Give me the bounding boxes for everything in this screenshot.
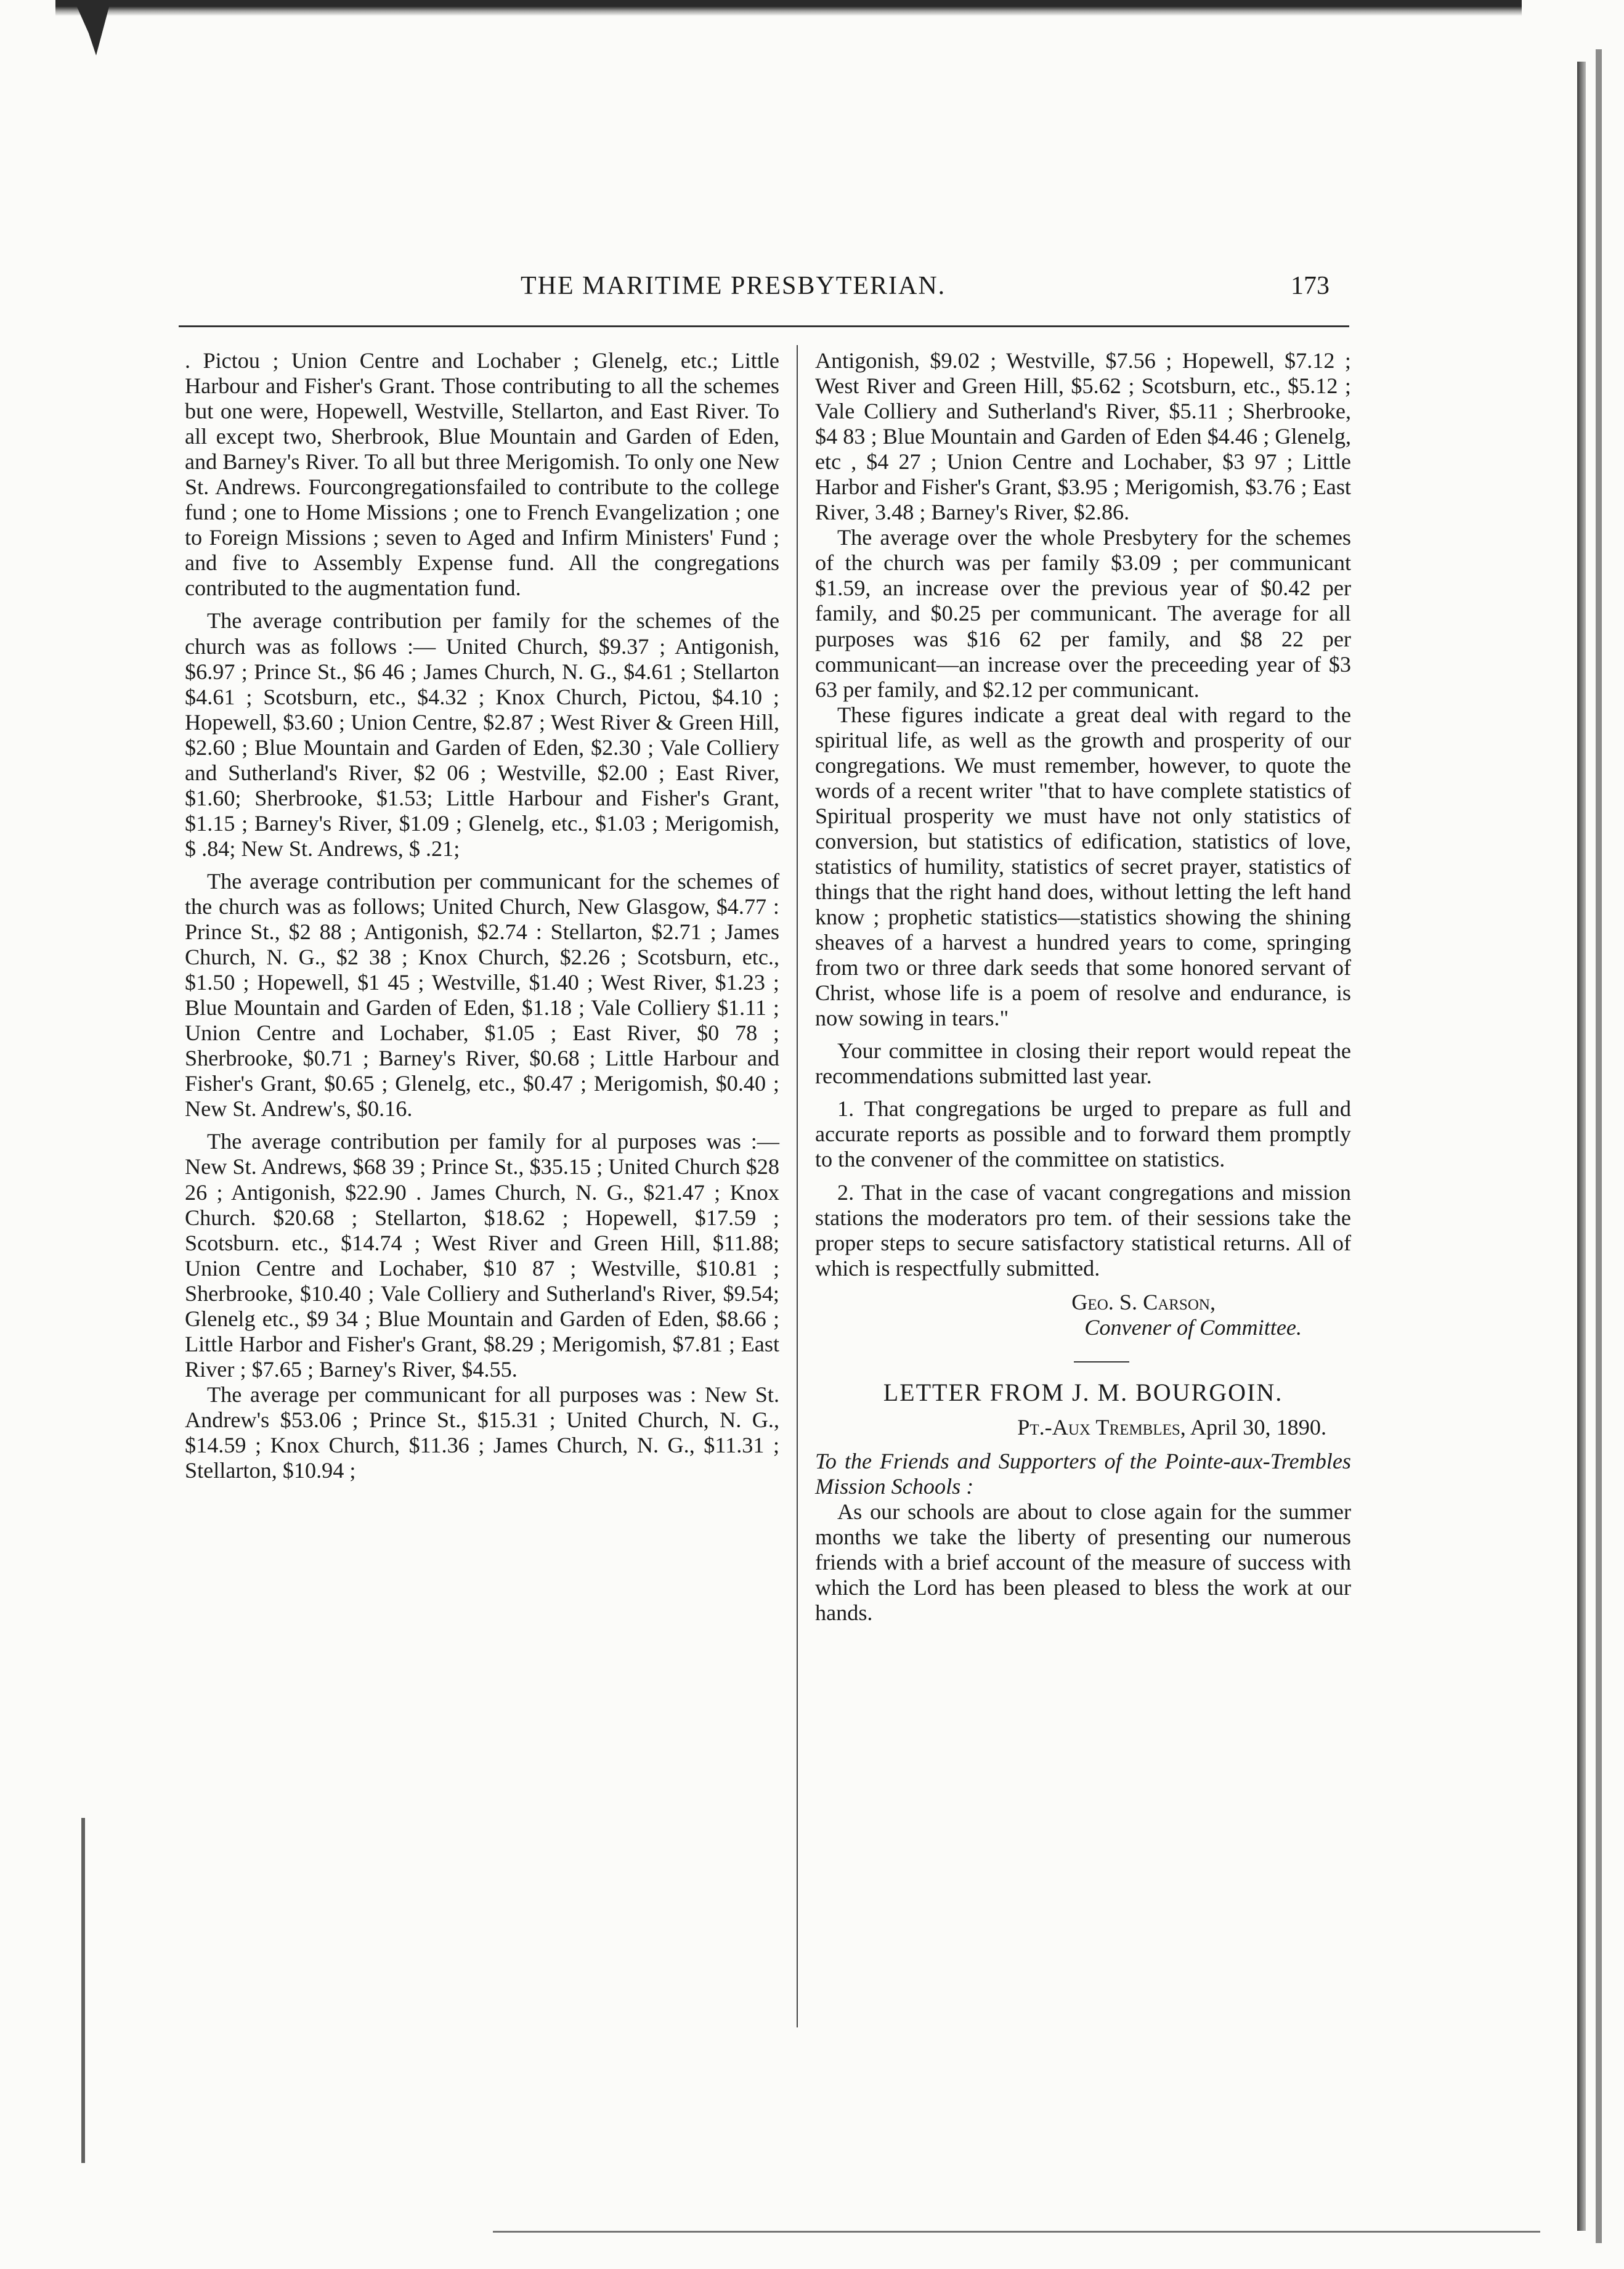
scan-edge-right-shadow [1596, 49, 1602, 2243]
dateline-date: April 30, 1890. [1190, 1415, 1326, 1440]
paragraph: These figures indicate a great deal with regard to the spiritual life, as well as the growth and prosperity of our congregations. We must remember, however, to quote the words of a recent writer "that to have complete statistics of Spiritual prosperity we must have not only statistics of conversion, but statistics of edification, statistics of love, statistics of humility, statistics of secret prayer, statistics of things that the right hand does, without letting the left hand know ; prophetic statistics—statistics showing the shining sheaves of a harvest a hundred years to come, springing from two or three dark seeds that some honored servant of Christ, whose life is a poem of resolve and endurance, is now sowing in tears." [815, 702, 1351, 1031]
scan-edge-bottom [493, 2231, 1540, 2233]
column-divider [797, 345, 798, 2027]
scan-corner-artifact [74, 0, 111, 55]
scan-edge-right [1577, 62, 1586, 2231]
right-column [815, 348, 1351, 1626]
left-column [185, 348, 779, 1483]
paragraph: Your committee in closing their report would repeat the recommendations submitted last year. [815, 1038, 1351, 1089]
scan-edge-left [81, 1818, 85, 2163]
header-rule [179, 325, 1349, 327]
signature-block [815, 1290, 1351, 1340]
paragraph: The average per communicant for all purposes was : New St. Andrew's $53.06 ; Prince St., $15.31 ; United Church, N. G., $14.59 ; Knox Church, $11.36 ; James Church, N. G., $11.31 ; Stellarton, $10.94 ; [185, 1382, 779, 1483]
running-title: THE MARITIME PRESBYTERIAN. [521, 272, 946, 300]
signature-name: Geo. S. Carson, [1071, 1289, 1216, 1314]
paragraph: 1. That congregations be urged to prepare as full and accurate reports as possible and to forward them promptly to the convener of the committee on statistics. [815, 1096, 1351, 1172]
dateline-place: Pt.-Aux Trembles, [1017, 1415, 1186, 1440]
paragraph: 2. That in the case of vacant congregations and mission stations the moderators pro tem. of their sessions take the proper steps to secure satisfactory statistical returns. All of which is respectfully submitted. [815, 1179, 1351, 1281]
paragraph: The average contribution per communicant for the schemes of the church was as follows; United Church, New Glasgow, $4.77 : Prince St., $2 88 ; Antigonish, $2.74 : Stellarton, $2.71 ; James Church, N. G., $2 38 ; Knox Church, $2.26 ; Scotsburn, etc., $1.50 ; Hopewell, $1 45 ; Westville, $1.40 ; West River, $1.23 ; Blue Mountain and Garden of Eden, $1.18 ; Vale Colliery $1.11 ; Union Centre and Lochaber, $1.05 ; East River, $0 78 ; Sherbrooke, $0.71 ; Barney's River, $0.68 ; Little Harbour and Fisher's Grant, $0.65 ; Glenelg, etc., $0.47 ; Merigomish, $0.40 ; New St. Andrew's, $0.16. [185, 868, 779, 1122]
paragraph: The average contribution per family for the schemes of the church was as follows :— United Church, $9.37 ; Antigonish, $6.97 ; Prince St., $6 46 ; James Church, N. G., $4.61 ; Stellarton $4.61 ; Scotsburn, etc., $4.32 ; Knox Church, Pictou, $4.10 ; Hopewell, $3.60 ; Union Centre, $2.87 ; West River & Green Hill, $2.60 ; Blue Mountain and Garden of Eden, $2.30 ; Vale Colliery and Sutherland's River, $2 06 ; Westville, $2.00 ; East River, $1.60; Sherbrooke, $1.53; Little Harbour and Fisher's Grant, $1.15 ; Barney's River, $1.09 ; Glenelg, etc., $1.03 ; Merigomish, $ .84; New St. Andrews, $ .21; [185, 608, 779, 861]
letter-body: As our schools are about to close again for the summer months we take the liberty of presenting our numerous friends with a brief account of the measure of success with which the Lord has been pleased to bless the work at our hands. [815, 1499, 1351, 1626]
salutation: To the Friends and Supporters of the Pointe-aux-Trembles Mission Schools : [815, 1449, 1351, 1499]
letter-title: LETTER FROM J. M. BOURGOIN. [883, 1378, 1283, 1406]
paragraph: The average contribution per family for al purposes was :—New St. Andrews, $68 39 ; Prince St., $35.15 ; United Church $28 26 ; Antigonish, $22.90 . James Church, N. G., $21.47 ; Knox Church. $20.68 ; Stellarton, $18.62 ; Hopewell, $17.59 ; Scotsburn. etc., $14.74 ; West River and Green Hill, $11.88; Union Centre and Lochaber, $10 87 ; Westville, $10.81 ; Sherbrooke, $10.40 ; Vale Colliery and Sutherland's River, $9.54; Glenelg etc., $9 34 ; Blue Mountain and Garden of Eden, $8.66 ; Little Harbor and Fisher's Grant, $8.29 ; Merigomish, $7.81 ; East River ; $7.65 ; Barney's River, $4.55. [185, 1129, 779, 1382]
paragraph: . Pictou ; Union Centre and Lochaber ; Glenelg, etc.; Little Harbour and Fisher's Grant. Those contributing to all the schemes but one were, Hopewell, Westville, Stellarton, and East River. To all except two, Sherbrook, Blue Mountain and Garden of Eden, and Barney's River. To all but three Merigomish. To only one New St. Andrews. Fourcongregationsfailed to contribute to the college fund ; one to Home Missions ; one to French Evangelization ; one to Foreign Missions ; seven to Aged and Infirm Ministers' Fund ; and five to Assembly Expense fund. All the congregations contributed to the augmentation fund. [185, 348, 779, 601]
dateline [815, 1415, 1351, 1440]
paragraph: The average over the whole Presbytery for the schemes of the church was per family $3.09 ; per communicant $1.59, an increase over the previous year of $0.42 per family, and $0.25 per communicant. The average for all purposes was $16 62 per family, and $8 22 per communicant—an increase over the preceeding year of $3 63 per family, and $2.12 per communicant. [815, 525, 1351, 702]
scan-edge-top [55, 0, 1522, 16]
paragraph: Antigonish, $9.02 ; Westville, $7.56 ; Hopewell, $7.12 ; West River and Green Hill, $5.62 ; Scotsburn, etc., $5.12 ; Vale Colliery and Sutherland's River, $5.11 ; Sherbrooke, $4 83 ; Blue Mountain and Garden of Eden $4.46 ; Glenelg, etc , $4 27 ; Union Centre and Lochaber, $3 97 ; Little Harbor and Fisher's Grant, $3.95 ; Merigomish, $3.76 ; East River, 3.48 ; Barney's River, $2.86. [815, 348, 1351, 525]
section-rule [1074, 1361, 1129, 1363]
page-number: 173 [1291, 272, 1330, 300]
page-header [173, 271, 1343, 308]
signature-title: Convener of Committee. [1084, 1314, 1302, 1340]
